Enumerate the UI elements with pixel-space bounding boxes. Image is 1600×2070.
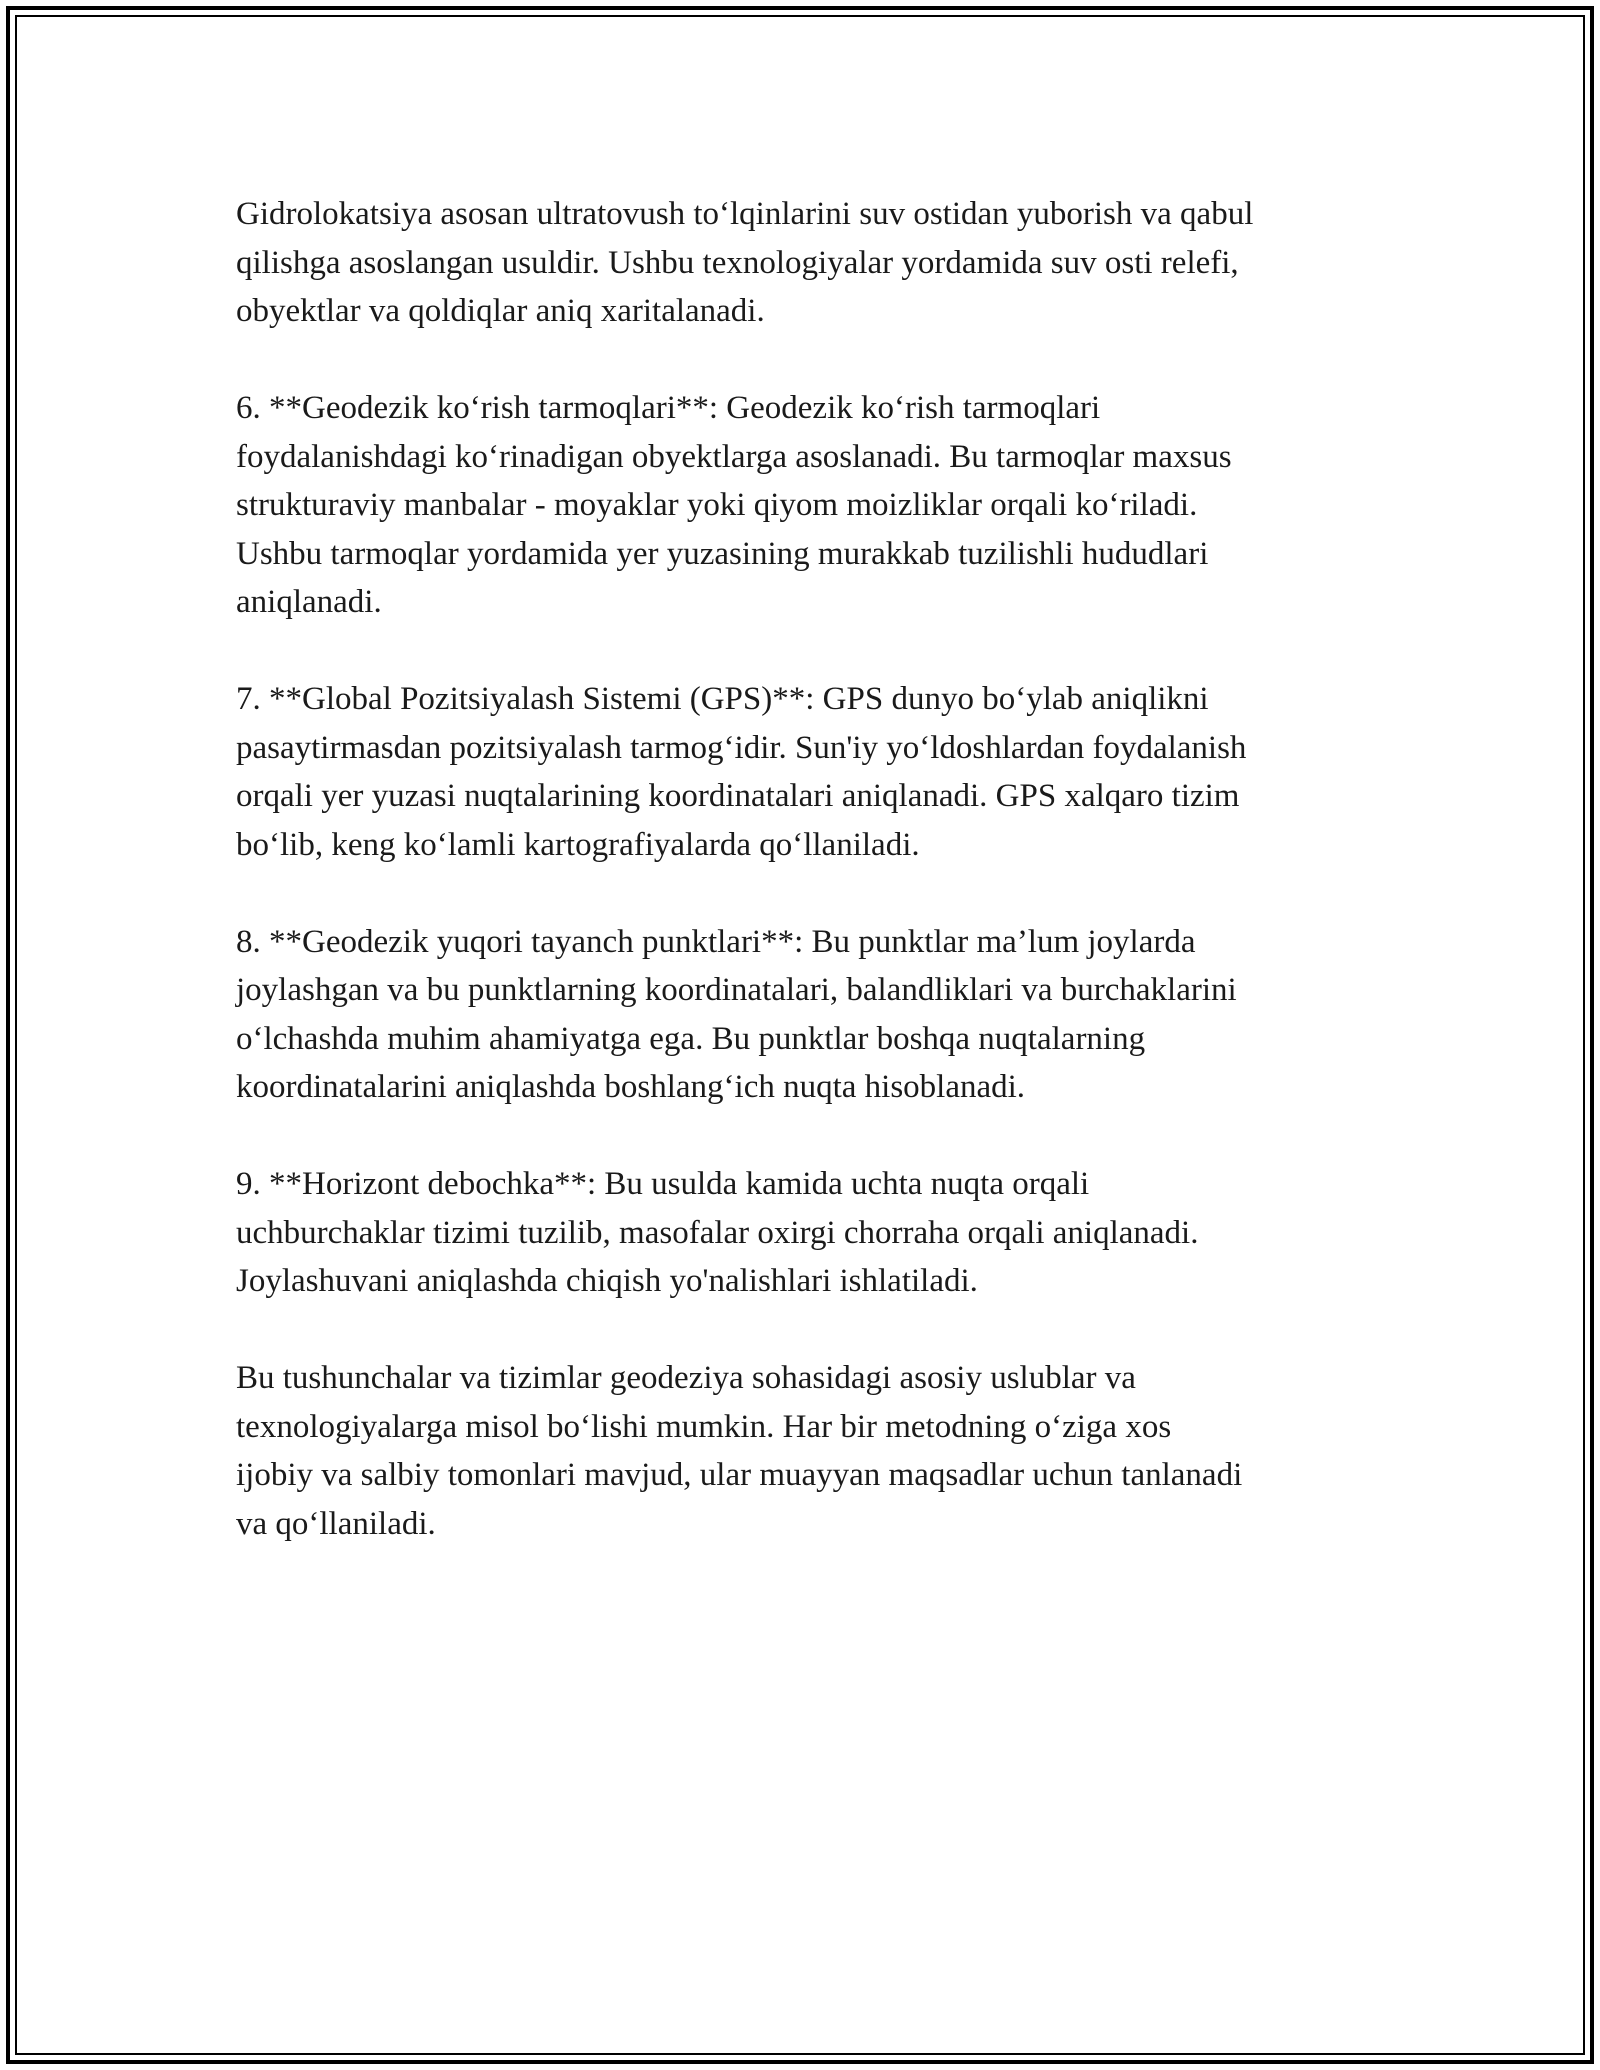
paragraph-conclusion: Bu tushunchalar va tizimlar geodeziya sohasidagi asosiy uslublar va texnologiyalarga misol bo‘lishi mumkin. Har bir metodning o‘ziga xos ijobiy va salbiy tomonlari mavjud, ular muayyan maqsadlar uchun tanlanadi va qo‘llaniladi.: [236, 1360, 1243, 1542]
document-body: [236, 190, 1396, 1597]
paragraph-item-6: 6. **Geodezik ko‘rish tarmoqlari**: Geodezik ko‘rish tarmoqlari foydalanishdagi ko‘rinadigan obyektlarga asoslanadi. Bu tarmoqlar maxsus strukturaviy manbalar - moyaklar yoki qiyom moizliklar orqali ko‘riladi. Ushbu tarmoqlar yordamida yer yuzasining murakkab tuzilishli hududlari aniqlanadi.: [236, 390, 1232, 620]
paragraph-gidrolokatsiya: Gidrolokatsiya asosan ultratovush to‘lqinlarini suv ostidan yuborish va qabul qilishga asoslangan usuldir. Ushbu texnologiyalar yordamida suv osti relefi, obyektlar va qoldiqlar aniq xaritalanadi.: [236, 196, 1254, 329]
paragraph-item-9: 9. **Horizont debochka**: Bu usulda kamida uchta nuqta orqali uchburchaklar tizimi tuzilib, masofalar oxirgi chorraha orqali aniqlanadi. Joylashuvani aniqlashda chiqish yo'nalishlari ishlatiladi.: [236, 1166, 1199, 1299]
paragraph-item-8: 8. **Geodezik yuqori tayanch punktlari**: Bu punktlar ma’lum joylarda joylashgan va bu punktlarning koordinatalari, balandliklari va burchaklarini o‘lchashda muhim ahamiyatga ega. Bu punktlar boshqa nuqtalarning koordinatalarini aniqlashda boshlang‘ich nuqta hisoblanadi.: [236, 923, 1237, 1105]
paragraph-item-7: 7. **Global Pozitsiyalash Sistemi (GPS)**: GPS dunyo bo‘ylab aniqlikni pasaytirmasdan pozitsiyalash tarmog‘idir. Sun'iy yo‘ldoshlardan foydalanish orqali yer yuzasi nuqtalarining koordinatalari aniqlanadi. GPS xalqaro tizim bo‘lib, keng ko‘lamli kartografiyalarda qo‘llaniladi.: [236, 681, 1247, 863]
